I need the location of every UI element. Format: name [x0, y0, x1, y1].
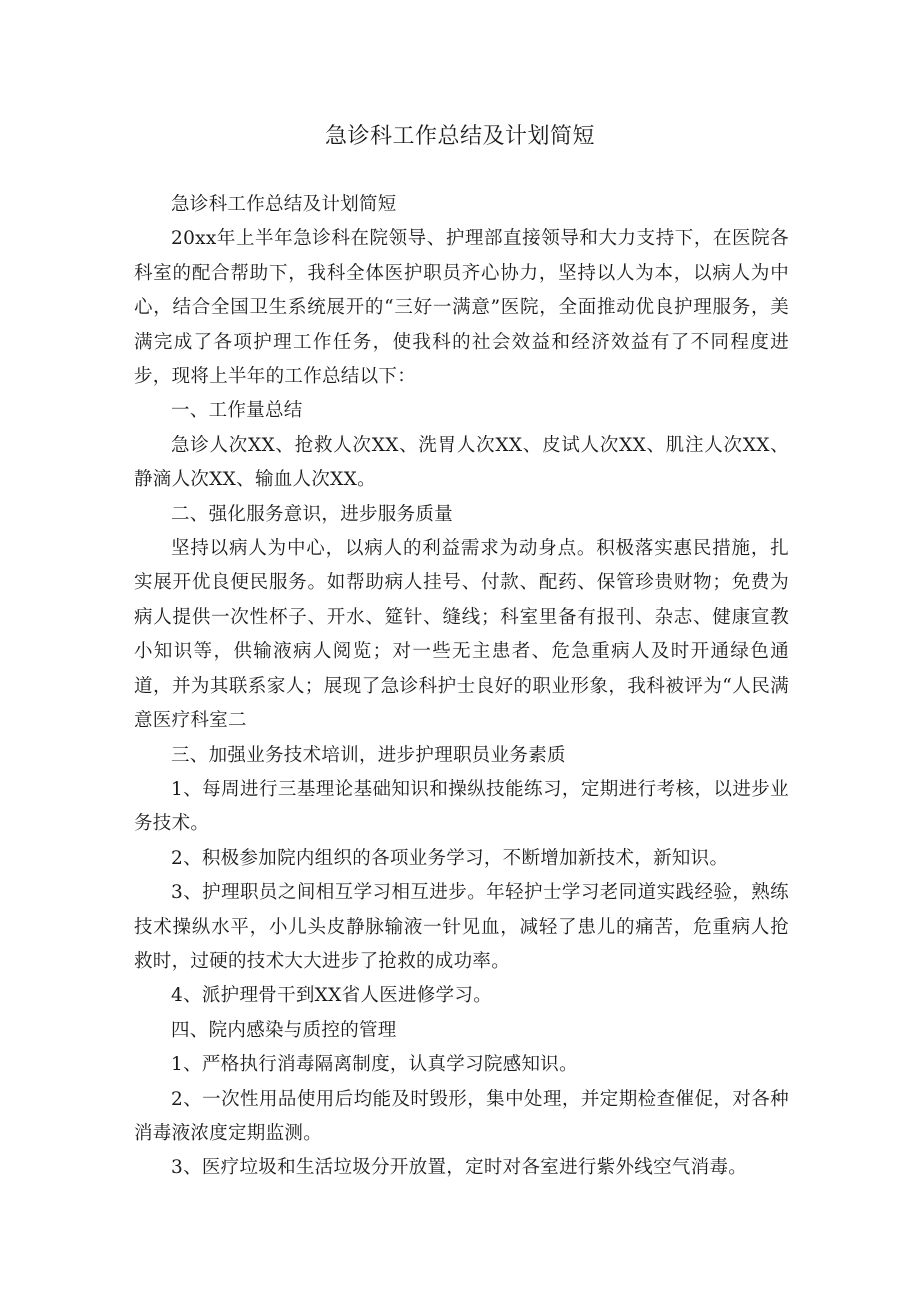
section-heading: 二、强化服务意识，进步服务质量: [171, 503, 454, 525]
list-item: 3、护理职员之间相互学习相互进步。年轻护士学习老同道实践经验，熟练技术操纵水平，小儿头皮静脉输液一针见血，减轻了患儿的痛苦，危重病人抢救时，过硬的技术大大进步了抢救的成功率。: [134, 882, 789, 972]
document-title: 急诊科工作总结及计划简短: [324, 124, 595, 149]
paragraph: 坚持以病人为中心，以病人的利益需求为动身点。积极落实惠民措施，扎实展开优良便民服务。如帮助病人挂号、付款、配药、保管珍贵财物；免费为病人提供一次性杯子、开水、筵针、缝线；科室里备有报刊、杂志、健康宣教小知识等，供输液病人阅览；对一些无主患者、危急重病人及时开通绿色通道，并为其联系家人；展现了急诊科护士良好的职业形象，我科被评为“人民满意医疗科室二: [134, 538, 789, 732]
list-item: 2、一次性用品使用后均能及时毁形，集中处理，并定期检查催促，对各种消毒液浓度定期监测。: [134, 1088, 789, 1144]
document-body: [134, 188, 789, 1186]
section-heading: 一、工作量总结: [171, 400, 303, 422]
paragraph: 急诊人次XX、抢救人次XX、洗胃人次XX、皮试人次XX、肌注人次XX、静滴人次XX、输血人次XX。: [134, 434, 789, 491]
paragraph: 20xx年上半年急诊科在院领导、护理部直接领导和大力支持下，在医院各科室的配合帮助下，我科全体医护职员齐心协力，坚持以人为本，以病人为中心，结合全国卫生系统展开的“三好一满意”医院，全面推动优良护理服务，美满完成了各项护理工作任务，使我科的社会效益和经济效益有了不同程度进步，现将上半年的工作总结以下：: [134, 228, 789, 388]
list-item: 2、积极参加院内组织的各项业务学习，不断增加新技术，新知识。: [171, 847, 729, 869]
list-item: 4、派护理骨干到XX省人医进修学习。: [171, 985, 493, 1007]
list-item: 1、严格执行消毒隔离制度，认真学习院感知识。: [171, 1054, 578, 1076]
paragraph: 急诊科工作总结及计划简短: [171, 194, 397, 215]
section-heading: 三、加强业务技术培训，进步护理职员业务素质: [171, 744, 566, 766]
list-item: 1、每周进行三基理论基础知识和操纵技能练习，定期进行考核，以进步业务技术。: [134, 778, 789, 835]
section-heading: 四、院内感染与质控的管理: [171, 1019, 397, 1041]
list-item: 3、医疗垃圾和生活垃圾分开放置，定时对各室进行紫外线空气消毒。: [171, 1157, 748, 1179]
